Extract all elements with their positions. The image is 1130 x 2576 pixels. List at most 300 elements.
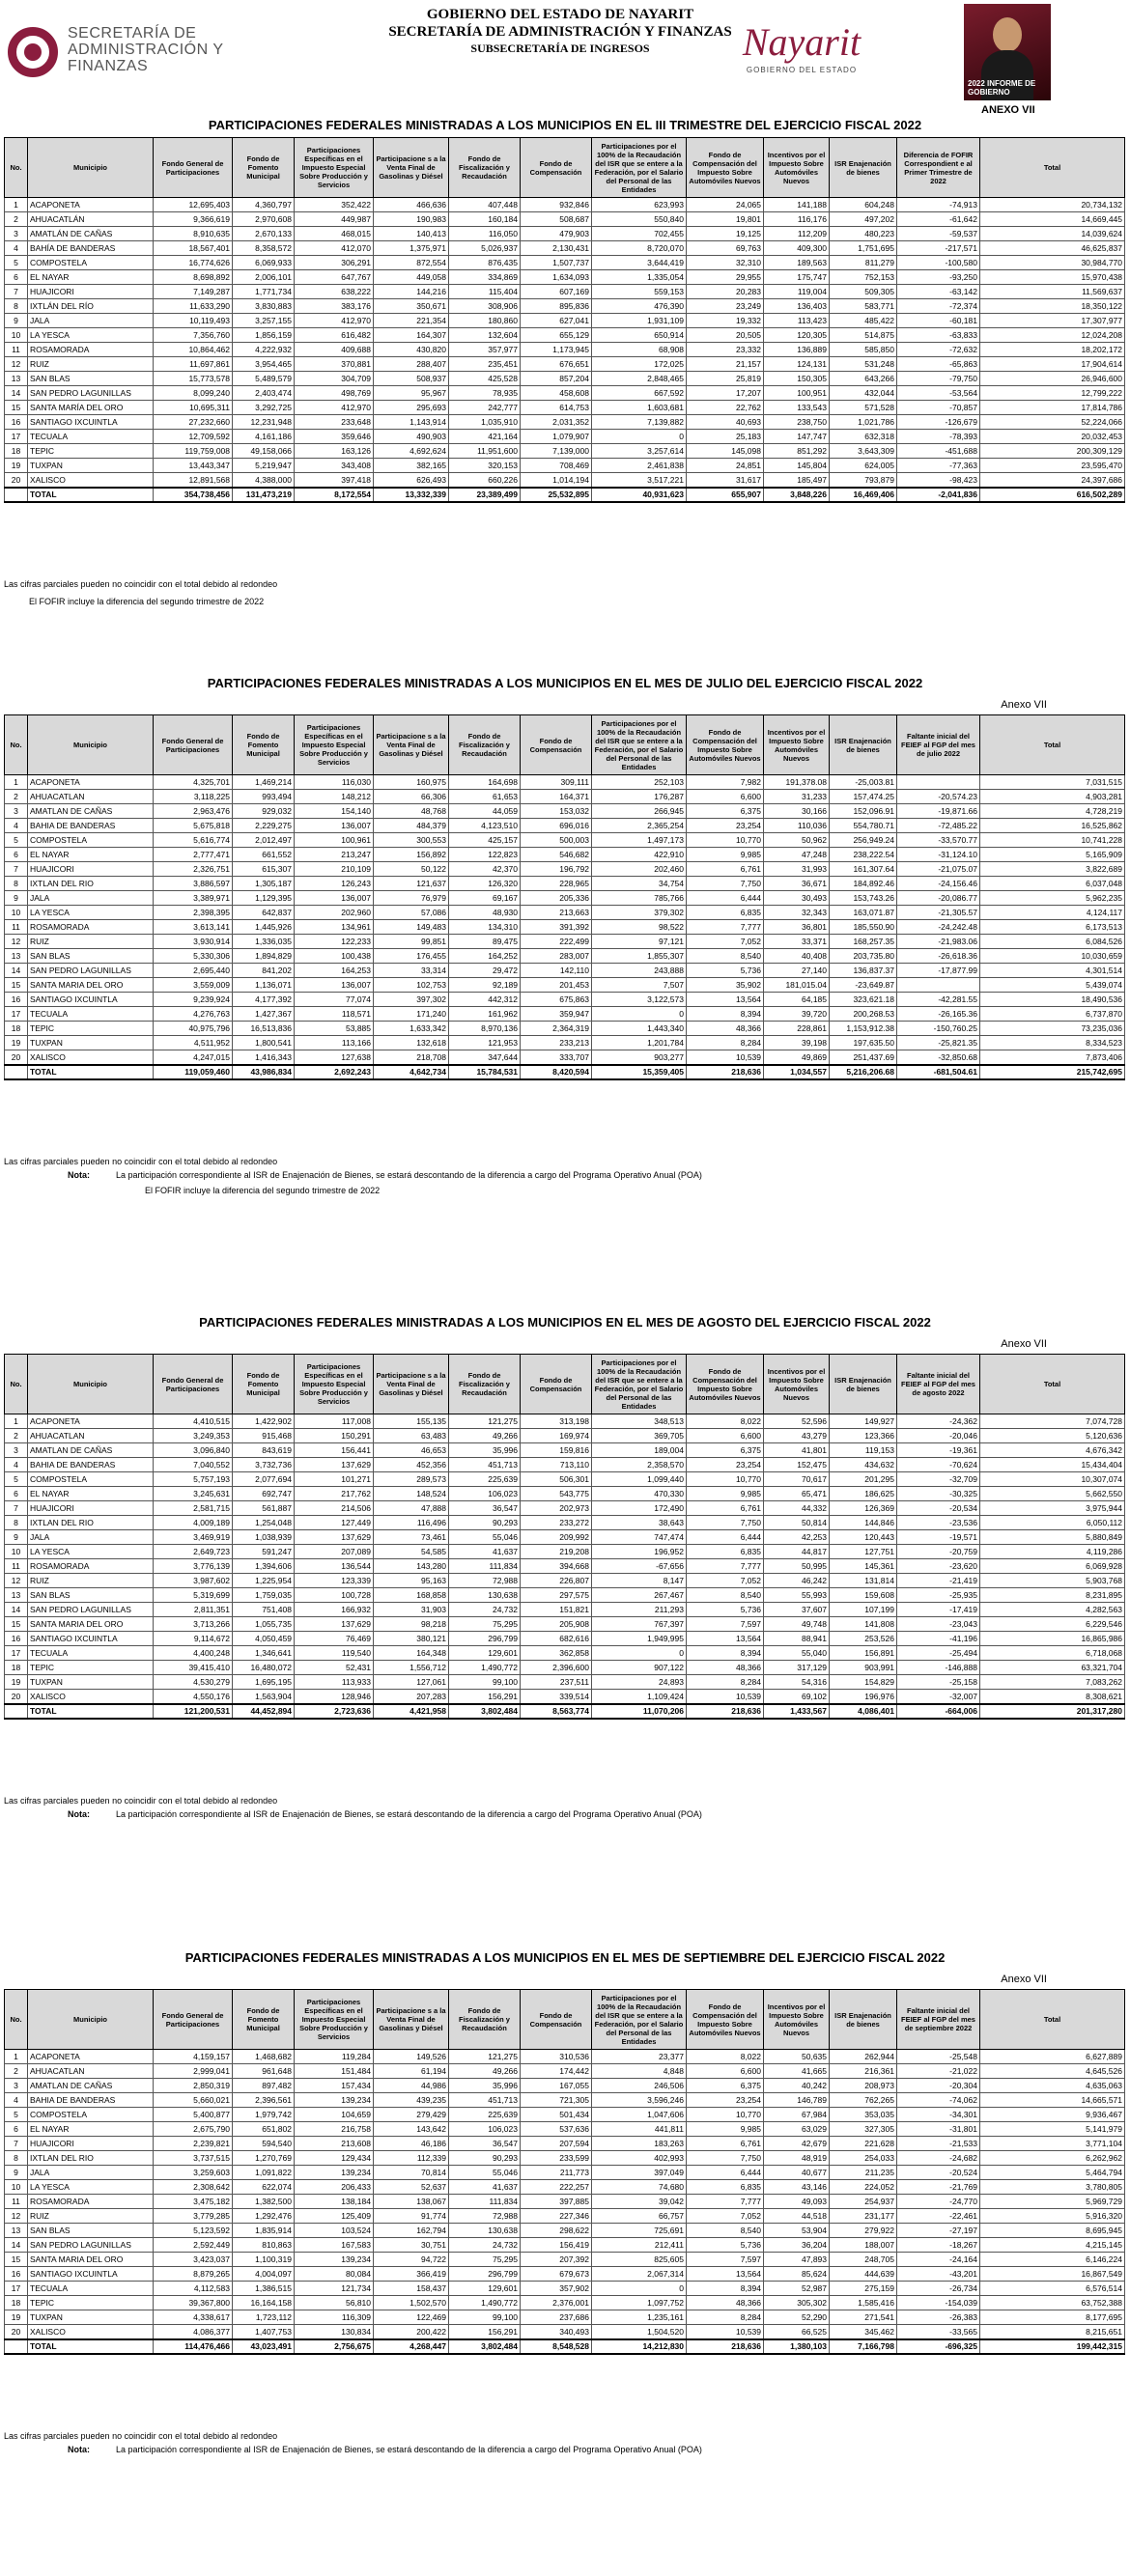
table-cell: 6,761 xyxy=(687,1501,764,1516)
column-header: Incentivos por el Impuesto Sobre Automóviles Nuevos xyxy=(764,1990,830,2050)
footnote: Las cifras parciales pueden no coincidir con el total debido al redondeo xyxy=(4,1796,278,1806)
table-cell: 48,768 xyxy=(374,804,449,819)
table-cell: 186,625 xyxy=(830,1487,897,1501)
table-cell: 64,185 xyxy=(764,993,830,1007)
table-cell: 8,177,695 xyxy=(980,2310,1125,2325)
table-cell: 3,643,309 xyxy=(830,444,897,459)
municipio-cell: RUIZ xyxy=(28,935,154,949)
table-cell: 90,293 xyxy=(449,1516,521,1530)
subsecretariat-title: SUBSECRETARÍA DE INGRESOS xyxy=(470,42,650,55)
table-cell xyxy=(897,978,980,993)
table-cell: 2,012,497 xyxy=(233,833,295,848)
table-cell: 138,184 xyxy=(295,2195,374,2209)
table-cell: 490,903 xyxy=(374,430,449,444)
table-cell: 25,819 xyxy=(687,372,764,386)
table-cell: 164,698 xyxy=(449,775,521,790)
table-cell: -26,165.36 xyxy=(897,1007,980,1022)
table-cell: 32,343 xyxy=(764,906,830,920)
table-cell: 470,330 xyxy=(592,1487,687,1501)
table-cell: 857,204 xyxy=(521,372,592,386)
table-cell: 119,540 xyxy=(295,1646,374,1661)
table-row xyxy=(5,2325,1125,2339)
table-cell: 41,665 xyxy=(764,2064,830,2079)
table-cell: 310,536 xyxy=(521,2050,592,2064)
table-cell: 69,102 xyxy=(764,1690,830,1704)
table-cell: 19 xyxy=(5,2310,28,2325)
table-cell: 205,908 xyxy=(521,1617,592,1632)
table-cell: 19,801 xyxy=(687,212,764,227)
table-cell: 359,646 xyxy=(295,430,374,444)
table-cell: -154,039 xyxy=(897,2296,980,2310)
table-cell: 39,198 xyxy=(764,1036,830,1050)
table-cell: 20 xyxy=(5,473,28,488)
table-cell: 6 xyxy=(5,2122,28,2137)
table-cell: 1,055,735 xyxy=(233,1617,295,1632)
table-cell: 4,086,401 xyxy=(830,1704,897,1719)
municipio-cell: ACAPONETA xyxy=(28,1414,154,1429)
table-cell: 168,858 xyxy=(374,1588,449,1603)
table-cell: 266,945 xyxy=(592,804,687,819)
table-cell: 8,970,136 xyxy=(449,1022,521,1036)
table-cell: -59,537 xyxy=(897,227,980,241)
table-cell: 17,904,614 xyxy=(980,357,1125,372)
table-cell: 1,443,340 xyxy=(592,1022,687,1036)
table-cell: -32,850.68 xyxy=(897,1050,980,1065)
table-cell: 8 xyxy=(5,299,28,314)
table-cell: 297,575 xyxy=(521,1588,592,1603)
table-cell: -17,877.99 xyxy=(897,964,980,978)
table-cell: 27,140 xyxy=(764,964,830,978)
table-cell: 200,422 xyxy=(374,2325,449,2339)
table-cell: 4,388,000 xyxy=(233,473,295,488)
table-title: PARTICIPACIONES FEDERALES MINISTRADAS A LOS MUNICIPIOS EN EL III TRIMESTRE DEL EJERCICIO FISCAL 2022 xyxy=(208,118,922,132)
table-cell: 63,483 xyxy=(374,1429,449,1443)
table-cell: 7,149,287 xyxy=(154,285,233,299)
table-cell: 5 xyxy=(5,833,28,848)
table-cell: 3,559,009 xyxy=(154,978,233,993)
table-cell: 254,033 xyxy=(830,2151,897,2166)
table-cell: 164,348 xyxy=(374,1646,449,1661)
municipio-cell: SANTA MARÍA DEL ORO xyxy=(28,401,154,415)
table-cell: 41,637 xyxy=(449,2180,521,2195)
table-cell: 142,110 xyxy=(521,964,592,978)
table-cell: 39,367,800 xyxy=(154,2296,233,2310)
table-cell: 36,547 xyxy=(449,1501,521,1516)
table-cell: 23,254 xyxy=(687,1458,764,1472)
table-cell: 160,975 xyxy=(374,775,449,790)
table-cell: 1,292,476 xyxy=(233,2209,295,2224)
table-cell: 136,007 xyxy=(295,891,374,906)
table-cell: 1,603,681 xyxy=(592,401,687,415)
column-header: Municipio xyxy=(28,715,154,775)
table-cell: 32,310 xyxy=(687,256,764,270)
table-cell: 7,777 xyxy=(687,920,764,935)
table-cell: 15,784,531 xyxy=(449,1065,521,1079)
table-cell: 55,046 xyxy=(449,1530,521,1545)
table-cell: 13 xyxy=(5,372,28,386)
table-cell: -23,536 xyxy=(897,1516,980,1530)
note-label: Nota: xyxy=(68,2445,90,2454)
table-cell: 34,754 xyxy=(592,877,687,891)
table-row xyxy=(5,1617,1125,1632)
table-cell: 100,438 xyxy=(295,949,374,964)
table-cell: 16,480,072 xyxy=(233,1661,295,1675)
table-cell: 14 xyxy=(5,386,28,401)
table-cell: 275,159 xyxy=(830,2282,897,2296)
municipio-cell: SAN PEDRO LAGUNILLAS xyxy=(28,2238,154,2253)
table-cell: 283,007 xyxy=(521,949,592,964)
table-cell: 19,332 xyxy=(687,314,764,328)
municipio-cell: TOTAL xyxy=(28,1065,154,1079)
table-cell: 851,292 xyxy=(764,444,830,459)
table-cell: 14,039,624 xyxy=(980,227,1125,241)
table-cell: 5,757,193 xyxy=(154,1472,233,1487)
table-cell: 5,489,579 xyxy=(233,372,295,386)
table-cell: 624,005 xyxy=(830,459,897,473)
table-cell: 696,016 xyxy=(521,819,592,833)
table-cell: 11,569,637 xyxy=(980,285,1125,299)
table-cell: 5,216,206.68 xyxy=(830,1065,897,1079)
table-cell: 7,040,552 xyxy=(154,1458,233,1472)
table-cell: 2 xyxy=(5,1429,28,1443)
table-row xyxy=(5,430,1125,444)
column-header: Diferencia de FOFIR Correspondient e al Primer Trimestre de 2022 xyxy=(897,138,980,198)
table-cell: 397,885 xyxy=(521,2195,592,2209)
table-cell: 99,100 xyxy=(449,2310,521,2325)
table-cell: 3,954,465 xyxy=(233,357,295,372)
table-cell: 561,887 xyxy=(233,1501,295,1516)
table-cell: 23,249 xyxy=(687,299,764,314)
table-row xyxy=(5,459,1125,473)
table-cell: 31,993 xyxy=(764,862,830,877)
table-cell: 1,099,440 xyxy=(592,1472,687,1487)
table-cell: 2,695,440 xyxy=(154,964,233,978)
table-cell: 1 xyxy=(5,198,28,212)
table-cell: 41,637 xyxy=(449,1545,521,1559)
table-row xyxy=(5,241,1125,256)
table-cell: 8,420,594 xyxy=(521,1065,592,1079)
table-cell: 99,851 xyxy=(374,935,449,949)
municipio-cell: IXTLÁN DEL RÍO xyxy=(28,299,154,314)
table-cell: 156,419 xyxy=(521,2238,592,2253)
table-cell: 188,007 xyxy=(830,2238,897,2253)
table-cell: 397,302 xyxy=(374,993,449,1007)
table-cell: -27,197 xyxy=(897,2224,980,2238)
table-cell: 185,497 xyxy=(764,473,830,488)
table-row xyxy=(5,285,1125,299)
table-cell: 129,434 xyxy=(295,2151,374,2166)
municipio-cell: HUAJICORI xyxy=(28,2137,154,2151)
table-cell: 449,058 xyxy=(374,270,449,285)
municipio-cell: TECUALA xyxy=(28,1646,154,1661)
table-cell: 2,403,474 xyxy=(233,386,295,401)
table-cell: 6 xyxy=(5,270,28,285)
table-cell: 543,775 xyxy=(521,1487,592,1501)
table-cell: -60,181 xyxy=(897,314,980,328)
table-cell: 112,339 xyxy=(374,2151,449,2166)
column-header: Fondo de Fomento Municipal xyxy=(233,138,295,198)
table-cell: 44,986 xyxy=(374,2079,449,2093)
table-cell: 903,991 xyxy=(830,1661,897,1675)
table-cell: 309,111 xyxy=(521,775,592,790)
table-cell: 61,194 xyxy=(374,2064,449,2079)
table-cell: 1,201,784 xyxy=(592,1036,687,1050)
table-cell: -25,548 xyxy=(897,2050,980,2064)
table-cell: 209,992 xyxy=(521,1530,592,1545)
table-cell: 412,970 xyxy=(295,401,374,415)
table-cell: 211,773 xyxy=(521,2166,592,2180)
table-cell: 7,356,760 xyxy=(154,328,233,343)
table-cell: 15 xyxy=(5,2253,28,2267)
table-cell: 3,732,736 xyxy=(233,1458,295,1472)
table-cell: 237,686 xyxy=(521,2310,592,2325)
table-row xyxy=(5,473,1125,488)
table-cell: 154,140 xyxy=(295,804,374,819)
table-cell: 17,814,786 xyxy=(980,401,1125,415)
table-cell: 14,665,571 xyxy=(980,2093,1125,2108)
table-cell: 10 xyxy=(5,1545,28,1559)
table-cell: 26,946,600 xyxy=(980,372,1125,386)
table-cell: 221,354 xyxy=(374,314,449,328)
table-cell: 5 xyxy=(5,256,28,270)
table-cell: 201,317,280 xyxy=(980,1704,1125,1719)
municipio-cell: SANTIAGO IXCUINTLA xyxy=(28,415,154,430)
table-cell: 4,642,734 xyxy=(374,1065,449,1079)
table-cell: 227,346 xyxy=(521,2209,592,2224)
table-cell: 2,963,476 xyxy=(154,804,233,819)
table-cell: 1,634,093 xyxy=(521,270,592,285)
table-cell: 497,202 xyxy=(830,212,897,227)
table-cell: 412,070 xyxy=(295,241,374,256)
table-cell: 2,970,608 xyxy=(233,212,295,227)
table-cell: -70,624 xyxy=(897,1458,980,1472)
municipio-cell: TOTAL xyxy=(28,488,154,502)
table-cell: 48,366 xyxy=(687,2296,764,2310)
table-cell: 36,671 xyxy=(764,877,830,891)
table-cell: 8,215,651 xyxy=(980,2325,1125,2339)
table-cell: 12 xyxy=(5,357,28,372)
table-cell: 3 xyxy=(5,227,28,241)
table-cell: 1,427,367 xyxy=(233,1007,295,1022)
table-row xyxy=(5,848,1125,862)
table-cell: 140,413 xyxy=(374,227,449,241)
table-cell: 3,257,155 xyxy=(233,314,295,328)
table-cell: 8,563,774 xyxy=(521,1704,592,1719)
table-cell: 4,282,563 xyxy=(980,1603,1125,1617)
table-cell: 157,474.25 xyxy=(830,790,897,804)
table-cell: 20 xyxy=(5,1050,28,1065)
table-cell: 6 xyxy=(5,1487,28,1501)
table-row xyxy=(5,1516,1125,1530)
table-cell: 13 xyxy=(5,949,28,964)
table-cell: 279,429 xyxy=(374,2108,449,2122)
table-cell: 13,443,347 xyxy=(154,459,233,473)
table-cell: 2,848,465 xyxy=(592,372,687,386)
table-cell: 476,390 xyxy=(592,299,687,314)
table-cell: 7,139,882 xyxy=(592,415,687,430)
table-cell: 111,834 xyxy=(449,1559,521,1574)
table-cell: 208,973 xyxy=(830,2079,897,2093)
table-cell: 642,837 xyxy=(233,906,295,920)
table-cell: 218,708 xyxy=(374,1050,449,1065)
table-cell: 6,050,112 xyxy=(980,1516,1125,1530)
table-cell: 402,993 xyxy=(592,2151,687,2166)
table-row xyxy=(5,949,1125,964)
table-cell: 211,235 xyxy=(830,2166,897,2180)
table-cell: 233,599 xyxy=(521,2151,592,2166)
table-cell: 449,987 xyxy=(295,212,374,227)
table-cell: 432,044 xyxy=(830,386,897,401)
table-cell: 651,802 xyxy=(233,2122,295,2137)
table-cell: 213,608 xyxy=(295,2137,374,2151)
table-cell: 1,021,786 xyxy=(830,415,897,430)
table-cell: 409,688 xyxy=(295,343,374,357)
table-cell: 15 xyxy=(5,978,28,993)
table-cell: 150,305 xyxy=(764,372,830,386)
table-cell: 8,022 xyxy=(687,2050,764,2064)
table-cell: 159,608 xyxy=(830,1588,897,1603)
table-cell: 702,455 xyxy=(592,227,687,241)
municipio-cell: BAHIA DE BANDERAS xyxy=(28,2093,154,2108)
participaciones-section xyxy=(0,676,1130,1215)
table-cell: 235,451 xyxy=(449,357,521,372)
municipio-cell: JALA xyxy=(28,1530,154,1545)
table-cell: 1,097,752 xyxy=(592,2296,687,2310)
column-header: Fondo General de Participaciones xyxy=(154,1355,233,1414)
municipio-cell: TOTAL xyxy=(28,2339,154,2354)
table-row xyxy=(5,2108,1125,2122)
table-cell: 136,403 xyxy=(764,299,830,314)
table-cell: -93,250 xyxy=(897,270,980,285)
table-cell: 17 xyxy=(5,1007,28,1022)
table-cell: 3,118,225 xyxy=(154,790,233,804)
column-header: Fondo de Fomento Municipal xyxy=(233,1990,295,2050)
table-cell: -65,863 xyxy=(897,357,980,372)
table-row xyxy=(5,978,1125,993)
table-cell: 7,750 xyxy=(687,1516,764,1530)
sef-logo-line: SECRETARÍA DE xyxy=(68,25,197,42)
table-cell: 148,524 xyxy=(374,1487,449,1501)
table-cell: 1,585,416 xyxy=(830,2296,897,2310)
table-cell: 607,169 xyxy=(521,285,592,299)
column-header: Fondo de Fiscalización y Recaudación xyxy=(449,138,521,198)
table-cell: 16,774,626 xyxy=(154,256,233,270)
table-cell: 843,619 xyxy=(233,1443,295,1458)
municipio-cell: SAN PEDRO LAGUNILLAS xyxy=(28,1603,154,1617)
municipio-cell: AHUACATLAN xyxy=(28,1429,154,1443)
table-cell: -67,656 xyxy=(592,1559,687,1574)
table-cell: 119,004 xyxy=(764,285,830,299)
governor-photo xyxy=(964,4,1051,100)
table-row xyxy=(5,1501,1125,1516)
table-cell: 127,061 xyxy=(374,1675,449,1690)
table-cell: 3,822,689 xyxy=(980,862,1125,877)
table-row xyxy=(5,1050,1125,1065)
column-header: Fondo de Compensación del Impuesto Sobre Automóviles Nuevos xyxy=(687,138,764,198)
table-cell: 152,096.91 xyxy=(830,804,897,819)
table-cell: 12,024,208 xyxy=(980,328,1125,343)
table-cell: 16 xyxy=(5,415,28,430)
table-cell: 6,627,889 xyxy=(980,2050,1125,2064)
column-header: Fondo de Fiscalización y Recaudación xyxy=(449,715,521,775)
nayarit-logo-word: Nayarit xyxy=(742,20,862,64)
table-cell: 200,268.53 xyxy=(830,1007,897,1022)
table-cell: 3,469,919 xyxy=(154,1530,233,1545)
table-cell: 126,243 xyxy=(295,877,374,891)
table-cell: 2,396,600 xyxy=(521,1661,592,1675)
table-cell: 143,280 xyxy=(374,1559,449,1574)
table-cell: 75,295 xyxy=(449,1617,521,1632)
table-cell: 156,892 xyxy=(374,848,449,862)
table-cell: 110,036 xyxy=(764,819,830,833)
table-row xyxy=(5,401,1125,415)
table-cell: 1,235,161 xyxy=(592,2310,687,2325)
table-cell: -26,383 xyxy=(897,2310,980,2325)
table-cell: 4,276,763 xyxy=(154,1007,233,1022)
table-cell: 35,996 xyxy=(449,2079,521,2093)
table-cell: 3,245,631 xyxy=(154,1487,233,1501)
table-cell: -26,734 xyxy=(897,2282,980,2296)
table-cell: 127,638 xyxy=(295,1050,374,1065)
note-label: Nota: xyxy=(68,1809,90,1819)
table-cell: 156,291 xyxy=(449,2325,521,2339)
table-cell: 7 xyxy=(5,285,28,299)
table-cell: 122,823 xyxy=(449,848,521,862)
column-header: ISR Enajenación de bienes xyxy=(830,715,897,775)
table-row xyxy=(5,790,1125,804)
table-cell: 296,799 xyxy=(449,1632,521,1646)
table-cell: 500,003 xyxy=(521,833,592,848)
table-cell: 134,961 xyxy=(295,920,374,935)
table-cell: 422,910 xyxy=(592,848,687,862)
table-cell: 89,475 xyxy=(449,935,521,949)
table-cell: 98,522 xyxy=(592,920,687,935)
table-cell: 4,086,377 xyxy=(154,2325,233,2339)
table-cell: 4,112,583 xyxy=(154,2282,233,2296)
table-cell: 8,147 xyxy=(592,1574,687,1588)
table-cell: 3,779,285 xyxy=(154,2209,233,2224)
table-cell: 66,306 xyxy=(374,790,449,804)
municipio-cell: TEPIC xyxy=(28,1661,154,1675)
table-title: PARTICIPACIONES FEDERALES MINISTRADAS A LOS MUNICIPIOS EN EL MES DE AGOSTO DEL EJERCICIO FISCAL 2022 xyxy=(199,1315,931,1330)
table-cell: 6,444 xyxy=(687,2166,764,2180)
table-cell: 13 xyxy=(5,1588,28,1603)
anexo-label: ANEXO VII xyxy=(981,104,1035,116)
table-cell: 129,601 xyxy=(449,1646,521,1661)
table-row xyxy=(5,2093,1125,2108)
municipio-cell: SANTIAGO IXCUINTLA xyxy=(28,1632,154,1646)
table-cell: 583,771 xyxy=(830,299,897,314)
table-cell: 1,759,035 xyxy=(233,1588,295,1603)
table-cell: 15 xyxy=(5,401,28,415)
table-cell: 52,987 xyxy=(764,2282,830,2296)
table-cell: -79,750 xyxy=(897,372,980,386)
table-cell: 6,835 xyxy=(687,906,764,920)
table-cell: 131,473,219 xyxy=(233,488,295,502)
table-cell: 559,153 xyxy=(592,285,687,299)
table-cell: 37,607 xyxy=(764,1603,830,1617)
table-cell: 3,930,914 xyxy=(154,935,233,949)
column-header: Municipio xyxy=(28,138,154,198)
table-cell: 793,879 xyxy=(830,473,897,488)
table-cell: 78,935 xyxy=(449,386,521,401)
municipio-cell: TECUALA xyxy=(28,2282,154,2296)
table-cell: 340,493 xyxy=(521,2325,592,2339)
table-row xyxy=(5,1574,1125,1588)
municipio-cell: ROSAMORADA xyxy=(28,1559,154,1574)
table-row xyxy=(5,314,1125,328)
table-cell: 19 xyxy=(5,459,28,473)
